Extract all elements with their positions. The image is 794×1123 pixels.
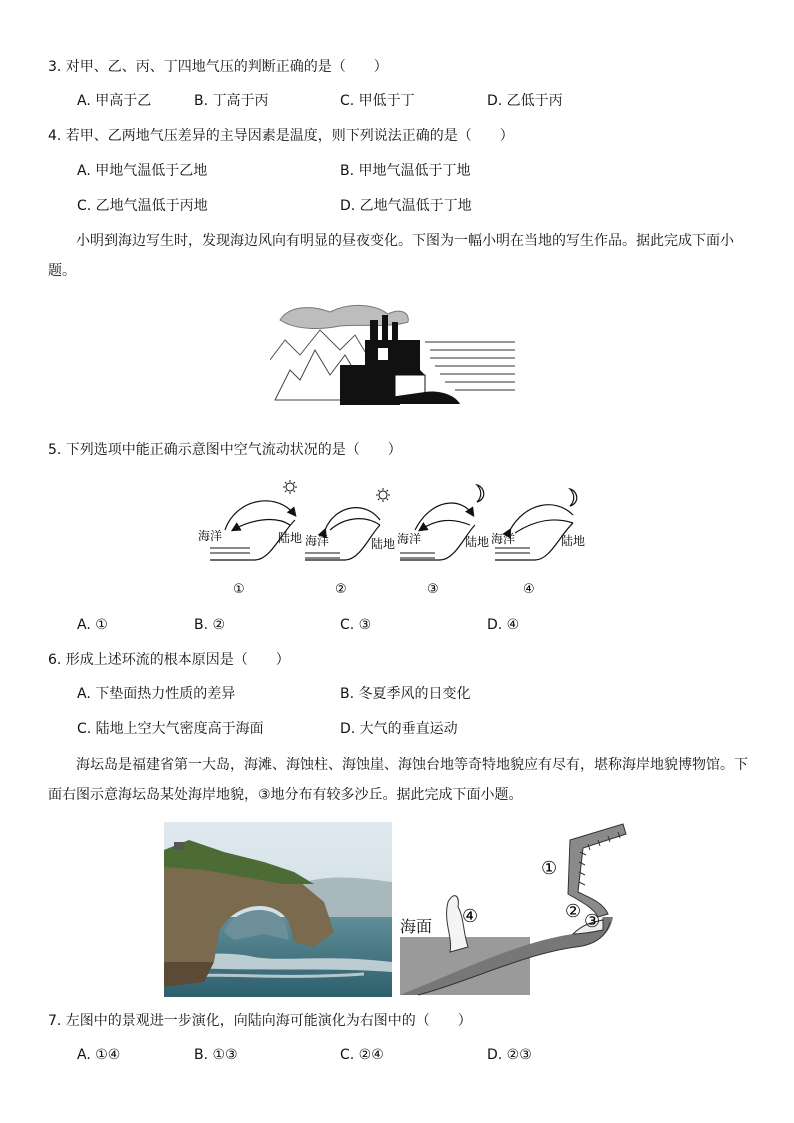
circulation-panel-2 — [305, 488, 395, 597]
circulation-panel-1 — [198, 480, 302, 597]
coast-marker-2: ② — [565, 901, 582, 922]
sun-icon — [376, 488, 390, 502]
q6-option-d[interactable]: D. 大气的垂直运动 — [340, 721, 458, 737]
q7-option-c[interactable]: C. ②④ — [340, 1047, 384, 1063]
panel1-sea-label: 海洋 — [198, 529, 223, 543]
circulation-panel-3 — [397, 485, 489, 597]
panel2-number: ② — [335, 582, 347, 597]
coast-marker-4: ④ — [462, 906, 479, 927]
q4-option-b[interactable]: B. 甲地气温低于丁地 — [340, 163, 471, 179]
panel4-land-label: 陆地 — [561, 534, 586, 548]
q5-option-b[interactable]: B. ② — [194, 617, 226, 633]
passage-haitan-island — [48, 750, 748, 810]
panel4-sea-label: 海洋 — [491, 532, 516, 546]
sea-arch-photo — [164, 822, 392, 997]
moon-icon — [477, 485, 484, 502]
panel3-number: ③ — [427, 582, 439, 597]
panel1-number: ① — [233, 582, 245, 597]
moon-icon — [570, 489, 577, 506]
q6-option-b[interactable]: B. 冬夏季风的日变化 — [340, 686, 471, 702]
q7-option-a[interactable]: A. ①④ — [77, 1047, 121, 1063]
q3-option-c[interactable]: C. 甲低于丁 — [340, 93, 415, 109]
circulation-panel-4 — [491, 489, 585, 597]
q7-option-d[interactable]: D. ②③ — [487, 1047, 532, 1063]
q5-option-d[interactable]: D. ④ — [487, 617, 520, 633]
q7-stem: 7. 左图中的景观进一步演化，向陆向海可能演化为右图中的（ ） — [48, 1013, 472, 1029]
q6-option-a[interactable]: A. 下垫面热力性质的差异 — [77, 686, 236, 702]
q4-option-d[interactable]: D. 乙地气温低于丁地 — [340, 198, 472, 214]
passage-sea-breeze-text: 小明到海边写生时，发现海边风向有明显的昼夜变化。下图为一幅小明在当地的写生作品。据此完成下面小题。 — [48, 233, 734, 279]
q5-option-a[interactable]: A. ① — [77, 617, 108, 633]
q5-stem: 5. 下列选项中能正确示意图中空气流动状况的是（ ） — [48, 442, 402, 458]
q7-option-b[interactable]: B. ①③ — [194, 1047, 238, 1063]
q4-stem: 4. 若甲、乙两地气压差异的主导因素是温度，则下列说法正确的是（ ） — [48, 128, 514, 144]
sun-icon — [283, 480, 297, 494]
q3-option-d[interactable]: D. 乙低于丙 — [487, 93, 563, 109]
panel3-land-label: 陆地 — [465, 535, 490, 549]
q3-option-b[interactable]: B. 丁高于丙 — [194, 93, 269, 109]
coast-profile-diagram — [398, 822, 630, 997]
passage-haitan-island-text: 海坛岛是福建省第一大岛，海滩、海蚀柱、海蚀崖、海蚀台地等奇特地貌应有尽有，堪称海岸地貌博物馆。下面右图示意海坛岛某处海岸地貌，③地分布有较多沙丘。据此完成下面小题。 — [48, 757, 748, 803]
q4-option-a[interactable]: A. 甲地气温低于乙地 — [77, 163, 208, 179]
panel2-land-label: 陆地 — [371, 537, 396, 551]
coast-sea-label: 海面 — [400, 917, 433, 936]
circulation-diagram — [195, 475, 595, 600]
q6-option-c[interactable]: C. 陆地上空大气密度高于海面 — [77, 721, 264, 737]
panel2-sea-label: 海洋 — [305, 534, 330, 548]
q4-option-c[interactable]: C. 乙地气温低于丙地 — [77, 198, 208, 214]
q6-stem: 6. 形成上述环流的根本原因是（ ） — [48, 652, 290, 668]
q5-option-c[interactable]: C. ③ — [340, 617, 372, 633]
passage-sea-breeze — [48, 226, 748, 286]
q3-stem: 3. 对甲、乙、丙、丁四地气压的判断正确的是（ ） — [48, 59, 388, 75]
panel3-sea-label: 海洋 — [397, 532, 422, 546]
sketch-illustration — [270, 300, 520, 412]
coast-marker-1: ① — [541, 858, 558, 879]
coast-marker-3: ③ — [584, 911, 601, 932]
q3-option-a[interactable]: A. 甲高于乙 — [77, 93, 152, 109]
panel4-number: ④ — [523, 582, 535, 597]
panel1-land-label: 陆地 — [278, 531, 303, 545]
